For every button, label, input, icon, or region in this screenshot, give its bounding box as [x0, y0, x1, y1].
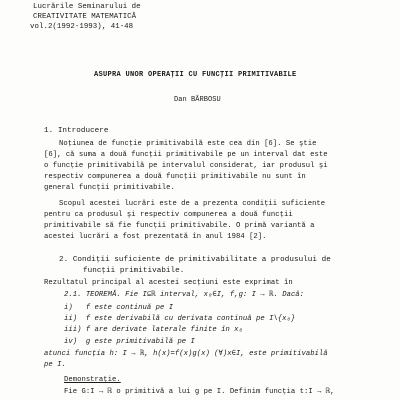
theorem-condition: iii) f are derivate laterale finite în x₀ [64, 326, 243, 334]
section1-para2-line: primitivabile să fie funcţii primitivabile. O primă variantă a [44, 222, 315, 230]
theorem-statement: 2.1. TEOREMĂ. Fie I⊆ℝ interval, x₀∈I, f,g: I → ℝ. Dacă: [64, 291, 305, 299]
proof-text: Fie G:I → ℝ o primitivă a lui g pe I. Definim funcţia t:I → ℝ, [64, 388, 335, 396]
journal-name-line2: CREATIVITATE MATEMATICĂ [33, 13, 137, 21]
theorem-condition: i) f este continuă pe I [64, 304, 174, 312]
proof-label: Demonstraţie. [64, 376, 121, 384]
section1-para2-line: Scopul acestei lucrări este de a prezenta condiţii suficiente [59, 200, 326, 208]
section1-para1-line: Noţiunea de funcţie primitivabilă este cea din [6]. Se ştie [59, 140, 317, 148]
section1-para2-line: acestei lucrări a fost prezentată în anul 1984 [2]. [44, 233, 267, 241]
section1-para1-line: respectiv compunerea a două funcţii primitivabile nu sunt în [44, 173, 306, 181]
theorem-condition: ii) f este derivabilă cu derivata continuă pe I\{x₀} [64, 315, 296, 323]
paper-author: Dan BĂRBOSU [174, 96, 221, 104]
section1-para1-line: o funcţie primitivabilă pe intervalul considerat, iar produsul şi [44, 162, 328, 170]
theorem-conclusion: atunci funcţia h: I → ℝ, h(x)=f(x)g(x) (∀)x∈I, este primitivabilă [44, 350, 328, 358]
section1-para2-line: pentru ca produsul şi respectiv compunerea a două funcţii [44, 211, 293, 219]
section2-intro: Rezultatul principal al acestei secţiuni este exprimat în [44, 279, 293, 287]
journal-volume: vol.2(1992-1993), 41-48 [30, 23, 134, 31]
section1-para1-line: general funcţii primitivabile. [44, 184, 175, 192]
section1-para1-line: [6], că suma a două funcţii primitivabile pe un interval dat este [44, 151, 328, 159]
section2-heading-line2: funcţii primitivabile. [83, 267, 185, 275]
journal-name-line1: Lucrările Seminarului de [33, 3, 141, 11]
section1-heading: 1. Introducere [44, 127, 109, 135]
section2-heading-line1: 2. Condiţii suficiente de primitivabilitate a produsului de [59, 256, 331, 264]
paper-title: ASUPRA UNOR OPERAŢII CU FUNCŢII PRIMITIVABILE [94, 71, 297, 79]
theorem-conclusion: pe I. [44, 361, 66, 369]
theorem-condition: iv) g este primitivabilă pe I [64, 338, 195, 346]
